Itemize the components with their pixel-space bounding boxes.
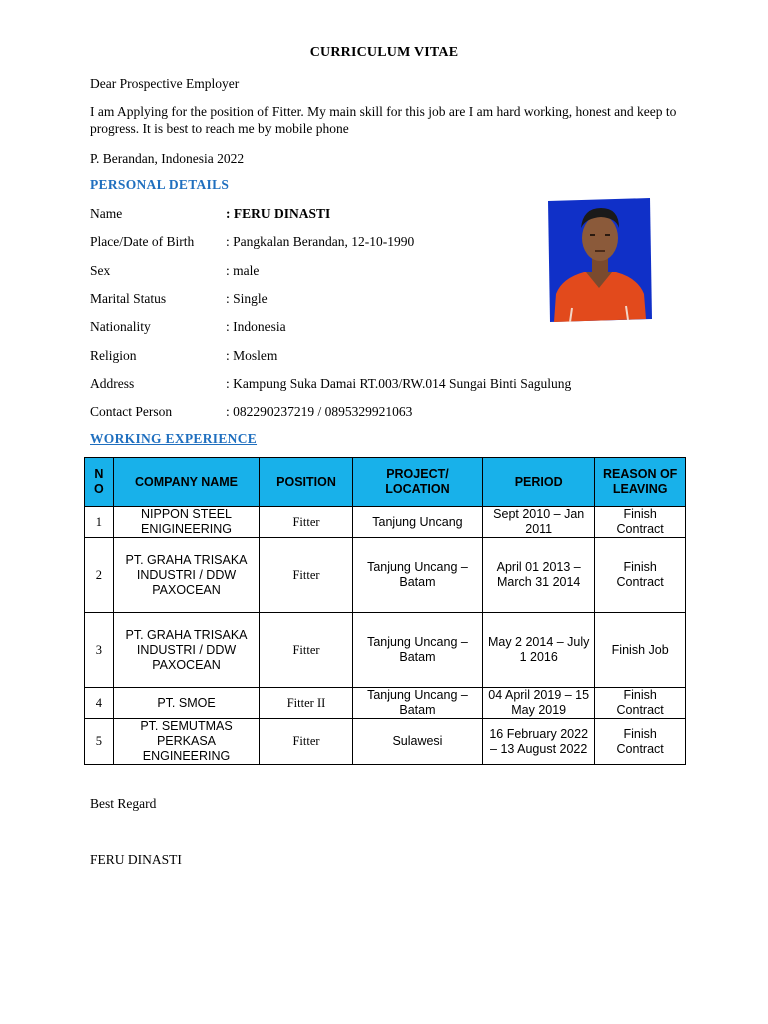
cell-project: Tanjung Uncang – Batam [352,538,482,613]
cell-company: PT. SEMUTMAS PERKASA ENGINEERING [113,719,259,765]
field-label: Contact Person [90,404,173,419]
header-company: COMPANY NAME [113,458,259,507]
header-period: PERIOD [483,458,595,507]
cell-no: 4 [85,688,114,719]
cell-project: Sulawesi [352,719,482,765]
cell-company: PT. SMOE [113,688,259,719]
cell-position: Fitter [260,613,353,688]
table-row [85,538,686,613]
cell-position: Fitter [260,538,353,613]
field-label: Religion [90,348,137,363]
field-label: Address [90,376,135,391]
table-row [85,613,686,688]
field-value: : Pangkalan Berandan, 12-10-1990 [226,234,415,249]
cell-project: Tanjung Uncang [352,507,482,538]
header-no: N O [85,458,114,507]
cell-reason: Finish Job [595,613,686,688]
header-reason: REASON OF LEAVING [595,458,686,507]
field-value: : FERU DINASTI [226,206,331,221]
document-title: CURRICULUM VITAE [309,45,459,60]
place-date: P. Berandan, Indonesia 2022 [90,151,245,166]
header-project: PROJECT/ LOCATION [352,458,482,507]
cell-reason: Finish Contract [595,688,686,719]
cell-reason: Finish Contract [595,538,686,613]
profile-photo [546,198,652,322]
field-value: : Moslem [226,348,278,363]
table-row [85,688,686,719]
field-label: Sex [90,263,111,278]
cell-position: Fitter [260,719,353,765]
closing-regards: Best Regard [90,796,157,811]
cell-company: NIPPON STEEL ENIGINEERING [113,507,259,538]
cell-reason: Finish Contract [595,507,686,538]
header-position: POSITION [260,458,353,507]
table-row [85,507,686,538]
working-experience-heading: WORKING EXPERIENCE [90,431,258,446]
cell-reason: Finish Contract [595,719,686,765]
field-value: : Single [226,291,268,306]
field-label: Place/Date of Birth [90,234,195,249]
experience-table [84,457,686,765]
intro-paragraph: I am Applying for the position of Fitter. My main skill for this job are I am hard working, honest and keep to progress. It is best to reach me by mobile phone [90,104,677,136]
field-label: Marital Status [90,291,167,306]
field-value: : male [226,263,260,278]
cell-no: 3 [85,613,114,688]
cell-project: Tanjung Uncang – Batam [352,688,482,719]
cell-period: 16 February 2022 – 13 August 2022 [483,719,595,765]
cell-period: May 2 2014 – July 1 2016 [483,613,595,688]
cell-no: 2 [85,538,114,613]
personal-details-heading: PERSONAL DETAILS [90,177,230,192]
table-header-row [85,458,686,507]
cell-no: 1 [85,507,114,538]
field-label: Nationality [90,319,151,334]
salutation: Dear Prospective Employer [90,76,240,91]
cell-no: 5 [85,719,114,765]
field-label: Name [90,206,123,221]
cell-company: PT. GRAHA TRISAKA INDUSTRI / DDW PAXOCEAN [113,538,259,613]
field-value: : Indonesia [226,319,286,334]
cell-company: PT. GRAHA TRISAKA INDUSTRI / DDW PAXOCEAN [113,613,259,688]
field-value: : Kampung Suka Damai RT.003/RW.014 Sungai Binti Sagulung [226,376,572,391]
cell-period: Sept 2010 – Jan 2011 [483,507,595,538]
cell-period: 04 April 2019 – 15 May 2019 [483,688,595,719]
cell-position: Fitter II [260,688,353,719]
cell-position: Fitter [260,507,353,538]
signature-name: FERU DINASTI [90,852,182,867]
cell-period: April 01 2013 – March 31 2014 [483,538,595,613]
field-value: : 082290237219 / 0895329921063 [226,404,413,419]
table-row [85,719,686,765]
cell-project: Tanjung Uncang – Batam [352,613,482,688]
